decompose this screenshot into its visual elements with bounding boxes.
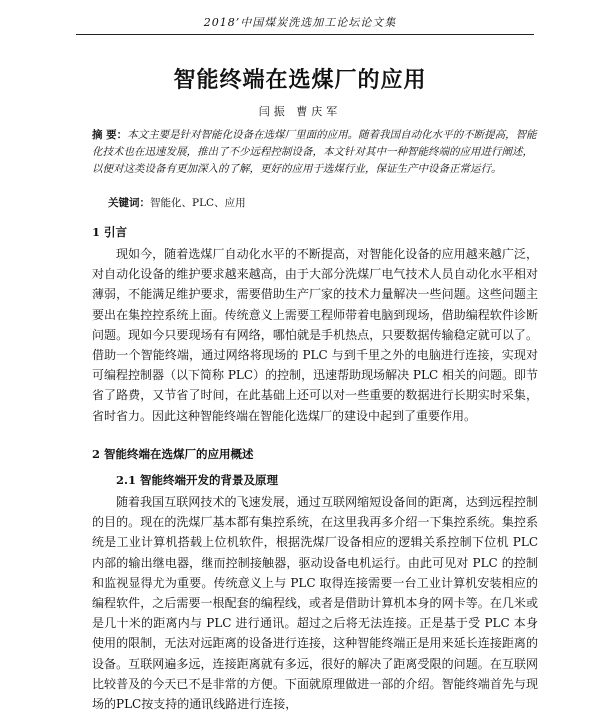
section-1-paragraph: 现如今，随着选煤厂自动化水平的不断提高，对智能化设备的应用越来越广泛，对自动化设备的维护要求越来越高，由于大部分洗煤厂电气技术人员自动化水平相对薄弱，不能满足维护要求，需要借助生产厂家的技术力量解决一些问题。这些问题主要出在集控控系统上面。传统意义上需要工程师带着电脑到现场，借助编程软件诊断问题。现如今只要现场有有网络，哪怕就是手机热点，只要数据传输稳定就可以了。借助一个智能终端，通过网络将现场的 PLC 与到千里之外的电脑进行连接，实现对可编程控制器（以下简称 PLC）的控制，迅速帮助现场解决 PLC 相关的问题。即节省了路费，又节省了时间，在此基础上还可以对一些重要的数据进行长期实时采集，省时省力。因此这种智能终端在智能化选煤厂的建设中起到了重要作用。 (92, 247, 538, 423)
abstract-label: 摘 要： (92, 129, 128, 141)
section-heading-1: 1 引言 (92, 225, 128, 239)
paper-title: 智能终端在选煤厂的应用 (173, 68, 427, 93)
keywords-label: 关键词： (108, 197, 150, 209)
section-2-1-paragraph: 随着我国互联网技术的飞速发展，通过互联网缩短设备间的距离，达到远程控制的目的。现在的洗煤厂基本都有集控系统，在这里我再多介绍一下集控系统。集控系统是工业计算机搭载上位机软件，根据洗煤厂设备相应的逻辑关系控制下位机 PLC 内部的输出继电器，继而控制接触器，驱动设备电机运行。由此可见对 PLC 的控制和监视显得尤为重要。传统意义上与 PLC 取得连接需要一台工业计算机安装相应的编程软件，之后需要一根配套的编程线，或者是借助计算机本身的网卡等。在几米或是几十米的距离内与 PLC 进行通讯。超过之后将无法连接。正是基于受 PLC 本身使用的限制，无法对远距离的设备进行连接，这种智能终端正是用来延长连接距离的设备。互联网遍多远，连接距离就有多远，很好的解决了距离受限的问题。在互联网比较普及的今天已不是非常的方便。下面就原理做进一部的介绍。智能终端首先与现场的PLC按支持的通讯线路进行连接， (92, 495, 538, 712)
header-rule (76, 34, 534, 35)
keywords-text: 智能化、PLC、应用 (150, 197, 246, 209)
running-head: 2018’中国煤炭洗选加工论坛论文集 (203, 16, 397, 29)
subsection-heading-2-1: 2.1 智能终端开发的背景及原理 (116, 473, 279, 487)
abstract (92, 127, 538, 178)
authors: 闫振 曹庆军 (258, 105, 342, 118)
abstract-text: 本文主要是针对智能化设备在选煤厂里面的应用。随着我国自动化水平的不断提高，智能化技术也在迅速发展，推出了不少远程控制设备，本文针对其中一种智能终端的应用进行阐述，以便对这类设备有更加深入的了解，更好的应用于选煤行业，保证生产中设备正常运行。 (92, 129, 537, 175)
section-heading-2: 2 智能终端在选煤厂的应用概述 (92, 447, 254, 461)
keywords (108, 195, 538, 210)
